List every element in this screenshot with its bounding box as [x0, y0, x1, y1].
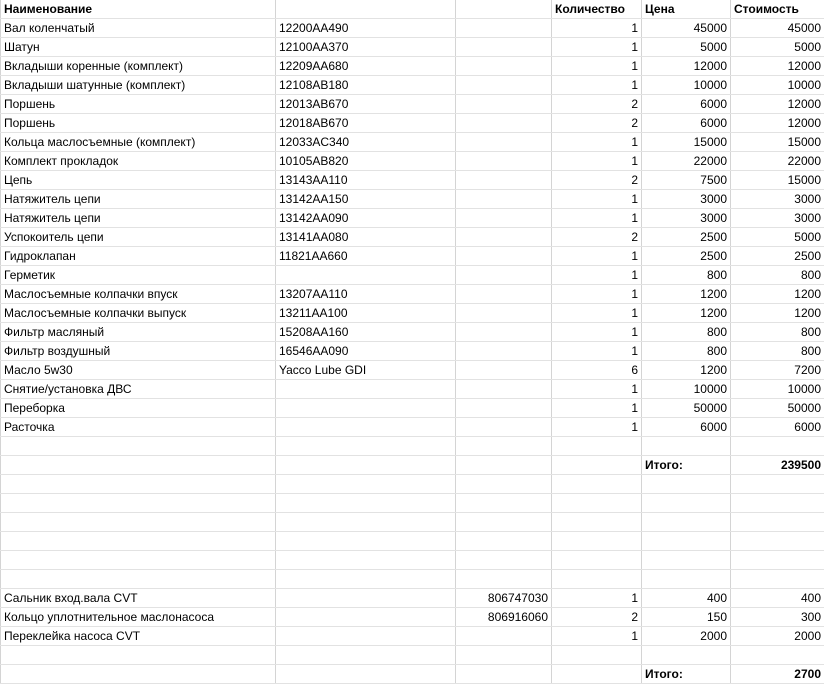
- item-name[interactable]: Поршень: [1, 95, 276, 114]
- total-value[interactable]: 239500: [731, 456, 824, 475]
- table-row: [1, 95, 824, 114]
- item-name[interactable]: Кольца маслосъемные (комплект): [1, 133, 276, 152]
- item-name[interactable]: Шатун: [1, 38, 276, 57]
- empty-cell[interactable]: [731, 513, 824, 532]
- table-row: [1, 589, 824, 608]
- empty-cell[interactable]: [456, 475, 552, 494]
- empty-cell[interactable]: [456, 456, 552, 475]
- empty-cell[interactable]: [456, 323, 552, 342]
- header-row: [1, 0, 824, 19]
- empty-cell[interactable]: [552, 532, 642, 551]
- item-price[interactable]: 3000: [642, 190, 731, 209]
- table-row: [1, 342, 824, 361]
- item-code[interactable]: Yacco Lube GDI: [276, 361, 456, 380]
- item-cost[interactable]: 3000: [731, 190, 824, 209]
- empty-cell[interactable]: [456, 228, 552, 247]
- empty-cell[interactable]: [456, 304, 552, 323]
- item-qty[interactable]: 1: [552, 247, 642, 266]
- header-qty[interactable]: Количество: [552, 0, 642, 19]
- item-qty[interactable]: 1: [552, 627, 642, 646]
- item-qty[interactable]: 1: [552, 266, 642, 285]
- item-name[interactable]: Вкладыши коренные (комплект): [1, 57, 276, 76]
- item-name[interactable]: Снятие/установка ДВС: [1, 380, 276, 399]
- item-qty[interactable]: 2: [552, 608, 642, 627]
- empty-cell[interactable]: [642, 646, 731, 665]
- item-name[interactable]: Цепь: [1, 171, 276, 190]
- empty-row: [1, 494, 824, 513]
- item-code[interactable]: 12013AB670: [276, 95, 456, 114]
- total-row: [1, 665, 824, 684]
- empty-cell[interactable]: [1, 475, 276, 494]
- item-price[interactable]: 150: [642, 608, 731, 627]
- empty-row: [1, 532, 824, 551]
- table-row: [1, 114, 824, 133]
- empty-row: [1, 437, 824, 456]
- empty-row: [1, 646, 824, 665]
- item-price[interactable]: 2500: [642, 247, 731, 266]
- item-cost[interactable]: 10000: [731, 380, 824, 399]
- total-row: [1, 456, 824, 475]
- item-cost[interactable]: 2500: [731, 247, 824, 266]
- empty-cell[interactable]: [456, 190, 552, 209]
- empty-cell[interactable]: [456, 494, 552, 513]
- empty-cell[interactable]: [456, 361, 552, 380]
- item-code[interactable]: 12200AA490: [276, 19, 456, 38]
- empty-row: [1, 570, 824, 589]
- empty-cell[interactable]: [456, 133, 552, 152]
- item-name[interactable]: Вкладыши шатунные (комплект): [1, 76, 276, 95]
- item-qty[interactable]: 2: [552, 228, 642, 247]
- item-code[interactable]: 806916060: [456, 608, 552, 627]
- empty-cell[interactable]: [276, 646, 456, 665]
- item-qty[interactable]: 1: [552, 152, 642, 171]
- table-row: [1, 380, 824, 399]
- item-code[interactable]: 12108AB180: [276, 76, 456, 95]
- item-name[interactable]: Фильтр масляный: [1, 323, 276, 342]
- item-name[interactable]: Натяжитель цепи: [1, 190, 276, 209]
- item-price[interactable]: 15000: [642, 133, 731, 152]
- empty-cell[interactable]: [456, 570, 552, 589]
- empty-cell[interactable]: [276, 437, 456, 456]
- item-name[interactable]: Сальник вход.вала CVT: [1, 589, 276, 608]
- header-code2[interactable]: [456, 0, 552, 19]
- table-row: [1, 266, 824, 285]
- item-price[interactable]: 7500: [642, 171, 731, 190]
- empty-cell[interactable]: [731, 494, 824, 513]
- item-name[interactable]: Вал коленчатый: [1, 19, 276, 38]
- item-price[interactable]: 3000: [642, 209, 731, 228]
- empty-cell[interactable]: [552, 646, 642, 665]
- empty-cell[interactable]: [276, 475, 456, 494]
- item-qty[interactable]: 6: [552, 361, 642, 380]
- item-price[interactable]: 10000: [642, 76, 731, 95]
- empty-cell[interactable]: [552, 456, 642, 475]
- item-cost[interactable]: 10000: [731, 76, 824, 95]
- item-cost[interactable]: 12000: [731, 114, 824, 133]
- empty-cell[interactable]: [456, 38, 552, 57]
- item-price[interactable]: 6000: [642, 418, 731, 437]
- item-qty[interactable]: 1: [552, 399, 642, 418]
- empty-cell[interactable]: [456, 646, 552, 665]
- item-code[interactable]: 12209AA680: [276, 57, 456, 76]
- item-code[interactable]: 16546AA090: [276, 342, 456, 361]
- empty-row: [1, 513, 824, 532]
- item-qty[interactable]: 1: [552, 285, 642, 304]
- empty-cell[interactable]: [456, 285, 552, 304]
- item-price[interactable]: 800: [642, 323, 731, 342]
- item-price[interactable]: 800: [642, 342, 731, 361]
- item-code[interactable]: 12033AC340: [276, 133, 456, 152]
- empty-cell[interactable]: [276, 665, 456, 684]
- empty-cell[interactable]: [276, 456, 456, 475]
- empty-cell[interactable]: [456, 152, 552, 171]
- empty-cell[interactable]: [642, 570, 731, 589]
- header-price[interactable]: Цена: [642, 0, 731, 19]
- table-row: [1, 399, 824, 418]
- item-code[interactable]: 11821AA660: [276, 247, 456, 266]
- item-qty[interactable]: 1: [552, 190, 642, 209]
- table-row: [1, 76, 824, 95]
- empty-cell[interactable]: [552, 551, 642, 570]
- empty-row: [1, 551, 824, 570]
- table-row: [1, 361, 824, 380]
- empty-cell[interactable]: [1, 570, 276, 589]
- item-cost[interactable]: 5000: [731, 38, 824, 57]
- item-qty[interactable]: 1: [552, 418, 642, 437]
- item-price[interactable]: 2000: [642, 627, 731, 646]
- item-qty[interactable]: 1: [552, 76, 642, 95]
- item-code[interactable]: [456, 627, 552, 646]
- item-cost[interactable]: 15000: [731, 133, 824, 152]
- item-qty[interactable]: 2: [552, 171, 642, 190]
- table-row: [1, 247, 824, 266]
- item-code[interactable]: 13207AA110: [276, 285, 456, 304]
- empty-cell[interactable]: [456, 551, 552, 570]
- empty-cell[interactable]: [456, 399, 552, 418]
- empty-cell[interactable]: [456, 437, 552, 456]
- item-qty[interactable]: 1: [552, 589, 642, 608]
- item-cost[interactable]: 800: [731, 323, 824, 342]
- empty-cell[interactable]: [731, 570, 824, 589]
- empty-cell[interactable]: [456, 76, 552, 95]
- table-row: [1, 38, 824, 57]
- item-qty[interactable]: 1: [552, 209, 642, 228]
- empty-cell[interactable]: [1, 513, 276, 532]
- item-cost[interactable]: 5000: [731, 228, 824, 247]
- item-qty[interactable]: 1: [552, 380, 642, 399]
- item-qty[interactable]: 2: [552, 114, 642, 133]
- item-name[interactable]: Переклейка насоса CVT: [1, 627, 276, 646]
- empty-cell[interactable]: [642, 475, 731, 494]
- header-code[interactable]: [276, 0, 456, 19]
- table-row: [1, 304, 824, 323]
- item-name[interactable]: Успокоитель цепи: [1, 228, 276, 247]
- item-cost[interactable]: 2000: [731, 627, 824, 646]
- empty-cell[interactable]: [456, 247, 552, 266]
- item-price[interactable]: 12000: [642, 57, 731, 76]
- empty-cell[interactable]: [642, 532, 731, 551]
- item-cost[interactable]: 800: [731, 342, 824, 361]
- item-cost[interactable]: 50000: [731, 399, 824, 418]
- empty-cell[interactable]: [276, 627, 456, 646]
- item-code[interactable]: [276, 399, 456, 418]
- item-qty[interactable]: 1: [552, 38, 642, 57]
- empty-cell[interactable]: [276, 551, 456, 570]
- table-row: [1, 57, 824, 76]
- empty-cell[interactable]: [276, 513, 456, 532]
- item-qty[interactable]: 1: [552, 57, 642, 76]
- item-code[interactable]: 13142AA150: [276, 190, 456, 209]
- item-name[interactable]: Фильтр воздушный: [1, 342, 276, 361]
- item-name[interactable]: Масло 5w30: [1, 361, 276, 380]
- empty-cell[interactable]: [456, 380, 552, 399]
- empty-cell[interactable]: [642, 437, 731, 456]
- empty-cell[interactable]: [456, 418, 552, 437]
- item-cost[interactable]: 7200: [731, 361, 824, 380]
- empty-cell[interactable]: [276, 608, 456, 627]
- item-code[interactable]: 806747030: [456, 589, 552, 608]
- item-code[interactable]: [276, 418, 456, 437]
- item-code[interactable]: 10105AB820: [276, 152, 456, 171]
- empty-cell[interactable]: [1, 494, 276, 513]
- item-name[interactable]: Герметик: [1, 266, 276, 285]
- item-cost[interactable]: 15000: [731, 171, 824, 190]
- item-qty[interactable]: 1: [552, 342, 642, 361]
- empty-cell[interactable]: [456, 19, 552, 38]
- item-price[interactable]: 1200: [642, 304, 731, 323]
- empty-cell[interactable]: [552, 437, 642, 456]
- empty-cell[interactable]: [552, 665, 642, 684]
- table-row: [1, 152, 824, 171]
- empty-cell[interactable]: [456, 513, 552, 532]
- item-name[interactable]: Натяжитель цепи: [1, 209, 276, 228]
- item-cost[interactable]: 22000: [731, 152, 824, 171]
- empty-cell[interactable]: [552, 475, 642, 494]
- item-cost[interactable]: 12000: [731, 57, 824, 76]
- empty-cell[interactable]: [456, 209, 552, 228]
- item-code[interactable]: 13211AA100: [276, 304, 456, 323]
- item-code[interactable]: 13143AA110: [276, 171, 456, 190]
- table-row: [1, 608, 824, 627]
- empty-cell[interactable]: [456, 171, 552, 190]
- empty-cell[interactable]: [1, 665, 276, 684]
- item-name[interactable]: Поршень: [1, 114, 276, 133]
- empty-cell[interactable]: [731, 646, 824, 665]
- empty-cell[interactable]: [456, 95, 552, 114]
- item-code[interactable]: 15208AA160: [276, 323, 456, 342]
- header-name[interactable]: Наименование: [1, 0, 276, 19]
- empty-cell[interactable]: [276, 570, 456, 589]
- item-name[interactable]: Переборка: [1, 399, 276, 418]
- empty-cell[interactable]: [731, 475, 824, 494]
- item-price[interactable]: 6000: [642, 95, 731, 114]
- empty-cell[interactable]: [456, 665, 552, 684]
- total-value[interactable]: 2700: [731, 665, 824, 684]
- total-label[interactable]: Итого:: [642, 665, 731, 684]
- item-price[interactable]: 400: [642, 589, 731, 608]
- empty-cell[interactable]: [1, 532, 276, 551]
- item-price[interactable]: 1200: [642, 361, 731, 380]
- item-name[interactable]: Гидроклапан: [1, 247, 276, 266]
- empty-cell[interactable]: [456, 57, 552, 76]
- item-price[interactable]: 10000: [642, 380, 731, 399]
- item-price[interactable]: 50000: [642, 399, 731, 418]
- item-code[interactable]: 13141AA080: [276, 228, 456, 247]
- item-cost[interactable]: 300: [731, 608, 824, 627]
- empty-cell[interactable]: [1, 456, 276, 475]
- item-cost[interactable]: 800: [731, 266, 824, 285]
- empty-cell[interactable]: [456, 532, 552, 551]
- item-name[interactable]: Маслосъемные колпачки выпуск: [1, 304, 276, 323]
- item-price[interactable]: 800: [642, 266, 731, 285]
- empty-cell[interactable]: [456, 114, 552, 133]
- empty-cell[interactable]: [642, 513, 731, 532]
- total-label[interactable]: Итого:: [642, 456, 731, 475]
- item-qty[interactable]: 1: [552, 304, 642, 323]
- empty-cell[interactable]: [456, 342, 552, 361]
- empty-row: [1, 475, 824, 494]
- item-cost[interactable]: 6000: [731, 418, 824, 437]
- item-price[interactable]: 2500: [642, 228, 731, 247]
- empty-cell[interactable]: [731, 437, 824, 456]
- table-row: [1, 285, 824, 304]
- item-name[interactable]: Комплект прокладок: [1, 152, 276, 171]
- empty-cell[interactable]: [276, 532, 456, 551]
- item-cost[interactable]: 45000: [731, 19, 824, 38]
- empty-cell[interactable]: [731, 532, 824, 551]
- empty-cell[interactable]: [456, 266, 552, 285]
- item-cost[interactable]: 12000: [731, 95, 824, 114]
- empty-cell[interactable]: [552, 494, 642, 513]
- item-qty[interactable]: 2: [552, 95, 642, 114]
- item-name[interactable]: Расточка: [1, 418, 276, 437]
- item-price[interactable]: 45000: [642, 19, 731, 38]
- empty-cell[interactable]: [1, 437, 276, 456]
- empty-cell[interactable]: [731, 551, 824, 570]
- empty-cell[interactable]: [552, 513, 642, 532]
- item-name[interactable]: Маслосъемные колпачки впуск: [1, 285, 276, 304]
- table-row: [1, 209, 824, 228]
- item-qty[interactable]: 1: [552, 133, 642, 152]
- item-price[interactable]: 1200: [642, 285, 731, 304]
- item-code[interactable]: 12018AB670: [276, 114, 456, 133]
- empty-cell[interactable]: [642, 551, 731, 570]
- empty-cell[interactable]: [1, 551, 276, 570]
- header-cost[interactable]: Стоимость: [731, 0, 824, 19]
- item-name[interactable]: Кольцо уплотнительное маслонасоса: [1, 608, 276, 627]
- item-code[interactable]: 12100AA370: [276, 38, 456, 57]
- item-cost[interactable]: 1200: [731, 304, 824, 323]
- empty-cell[interactable]: [276, 494, 456, 513]
- table-row: [1, 627, 824, 646]
- table-row: [1, 171, 824, 190]
- table-row: [1, 228, 824, 247]
- table-row: [1, 190, 824, 209]
- empty-cell[interactable]: [552, 570, 642, 589]
- item-code[interactable]: [276, 380, 456, 399]
- item-price[interactable]: 6000: [642, 114, 731, 133]
- item-code[interactable]: [276, 266, 456, 285]
- empty-cell[interactable]: [276, 589, 456, 608]
- table-row: [1, 418, 824, 437]
- item-qty[interactable]: 1: [552, 19, 642, 38]
- item-price[interactable]: 22000: [642, 152, 731, 171]
- table-row: [1, 133, 824, 152]
- empty-cell[interactable]: [642, 494, 731, 513]
- empty-cell[interactable]: [1, 646, 276, 665]
- item-cost[interactable]: 400: [731, 589, 824, 608]
- item-price[interactable]: 5000: [642, 38, 731, 57]
- item-cost[interactable]: 3000: [731, 209, 824, 228]
- item-qty[interactable]: 1: [552, 323, 642, 342]
- item-code[interactable]: 13142AA090: [276, 209, 456, 228]
- table-row: [1, 323, 824, 342]
- table-row: [1, 19, 824, 38]
- item-cost[interactable]: 1200: [731, 285, 824, 304]
